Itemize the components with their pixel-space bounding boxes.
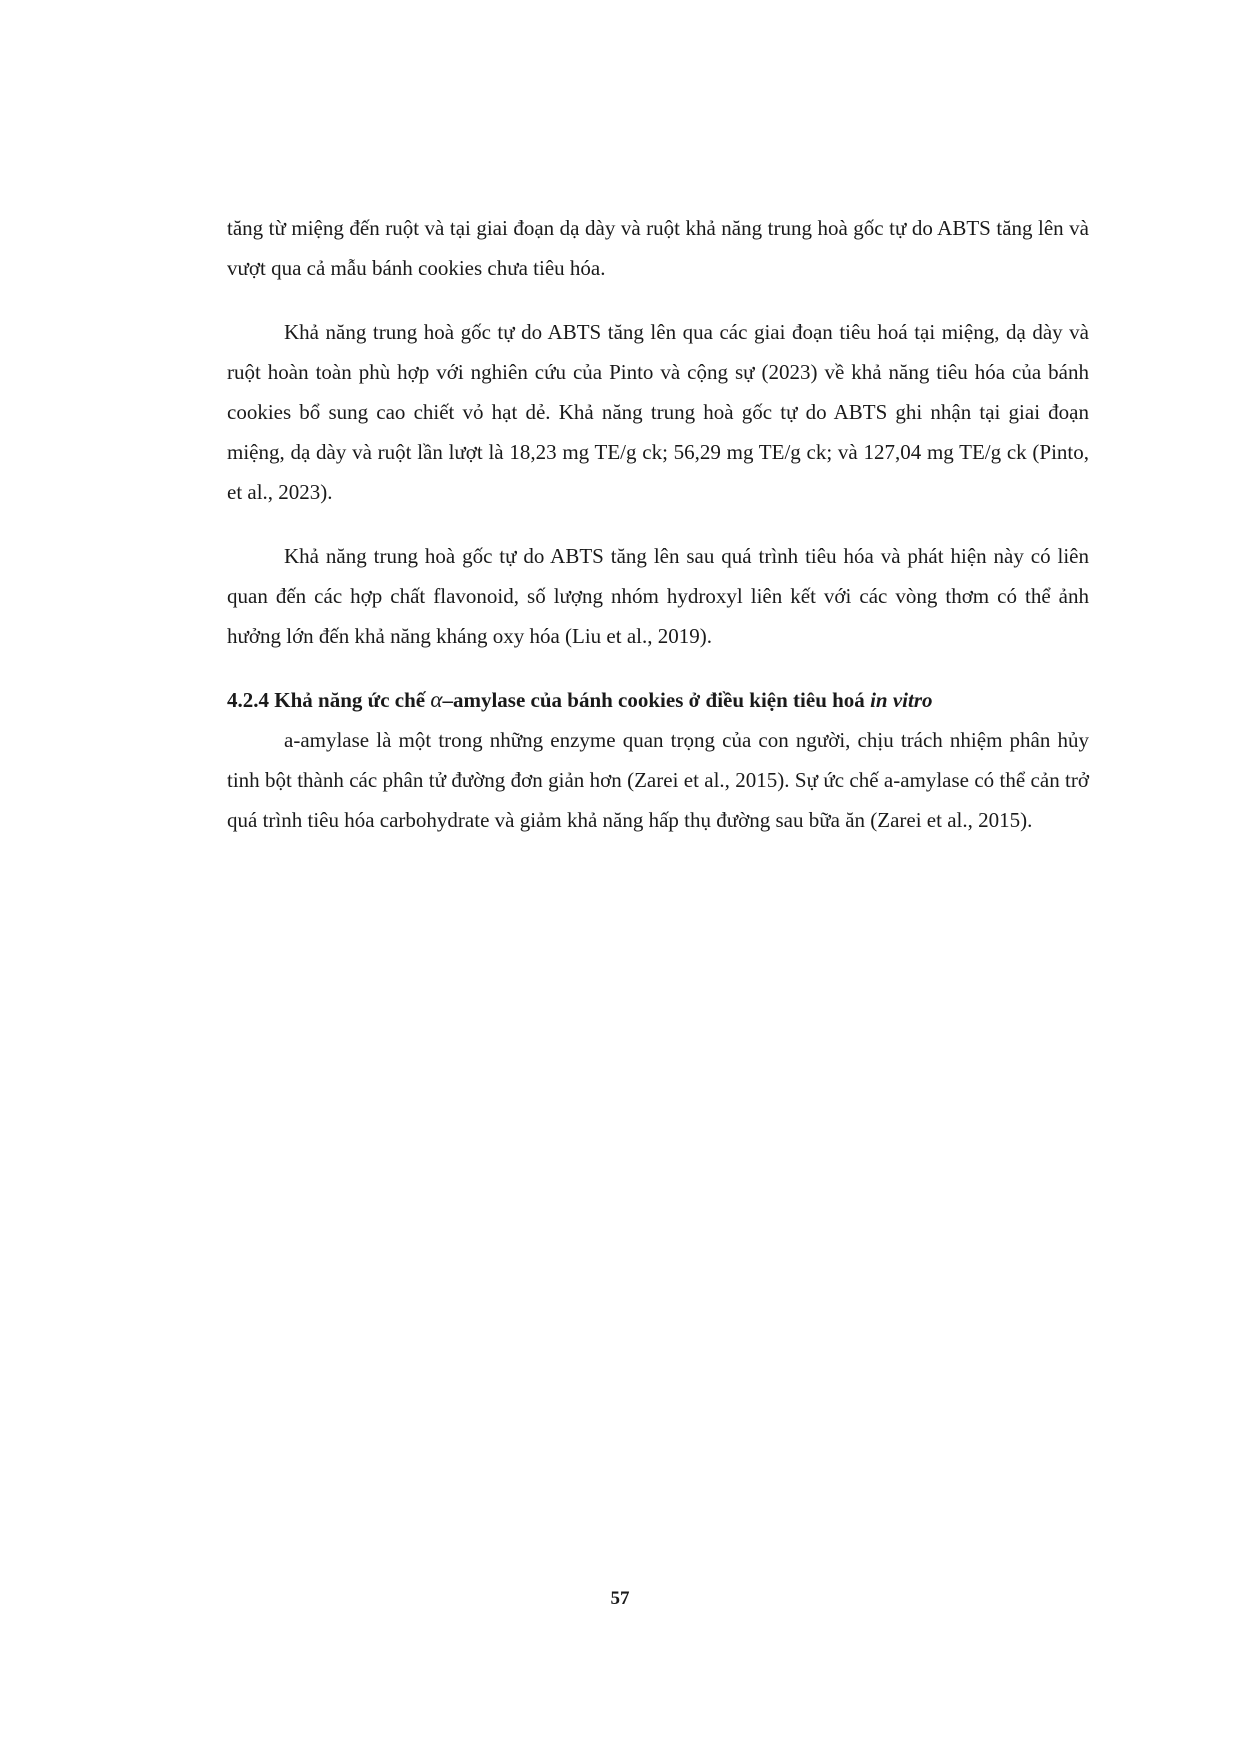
heading-alpha-symbol: α [430, 687, 443, 712]
page-number: 57 [610, 1588, 630, 1609]
paragraph-amylase: a-amylase là một trong những enzyme quan trọng của con người, chịu trách nhiệm phân hủy tinh bột thành các phân tử đường đơn giản hơn (Zarei et al., 2015). Sự ức chế a-amylase có thể cản trở quá trình tiêu hóa carbohydrate và giảm khả năng hấp thụ đường sau bữa ăn (Zarei et al., 2015). [227, 728, 1089, 832]
heading-prefix: 4.2.4 Khả năng ức chế [227, 688, 431, 712]
paragraph-flavonoid: Khả năng trung hoà gốc tự do ABTS tăng lên sau quá trình tiêu hóa và phát hiện này có liên quan đến các hợp chất flavonoid, số lượng nhóm hydroxyl liên kết với các vòng thơm có thể ảnh hưởng lớn đến khả năng kháng oxy hóa (Liu et al., 2019). [227, 544, 1089, 648]
page-body [227, 208, 1089, 864]
paragraph-continuation: tăng từ miệng đến ruột và tại giai đoạn dạ dày và ruột khả năng trung hoà gốc tự do ABTS tăng lên và vượt qua cả mẫu bánh cookies chưa tiêu hóa. [227, 216, 1089, 280]
heading-in-vitro: in vitro [870, 688, 933, 712]
heading-middle: –amylase của bánh cookies ở điều kiện tiêu hoá [442, 688, 871, 712]
section-heading [227, 680, 1089, 720]
paragraph-pinto-comparison: Khả năng trung hoà gốc tự do ABTS tăng lên qua các giai đoạn tiêu hoá tại miệng, dạ dày và ruột hoàn toàn phù hợp với nghiên cứu của Pinto và cộng sự (2023) về khả năng tiêu hóa của bánh cookies bổ sung cao chiết vỏ hạt dẻ. Khả năng trung hoà gốc tự do ABTS ghi nhận tại giai đoạn miệng, dạ dày và ruột lần lượt là 18,23 mg TE/g ck; 56,29 mg TE/g ck; và 127,04 mg TE/g ck (Pinto, et al., 2023). [227, 320, 1089, 504]
